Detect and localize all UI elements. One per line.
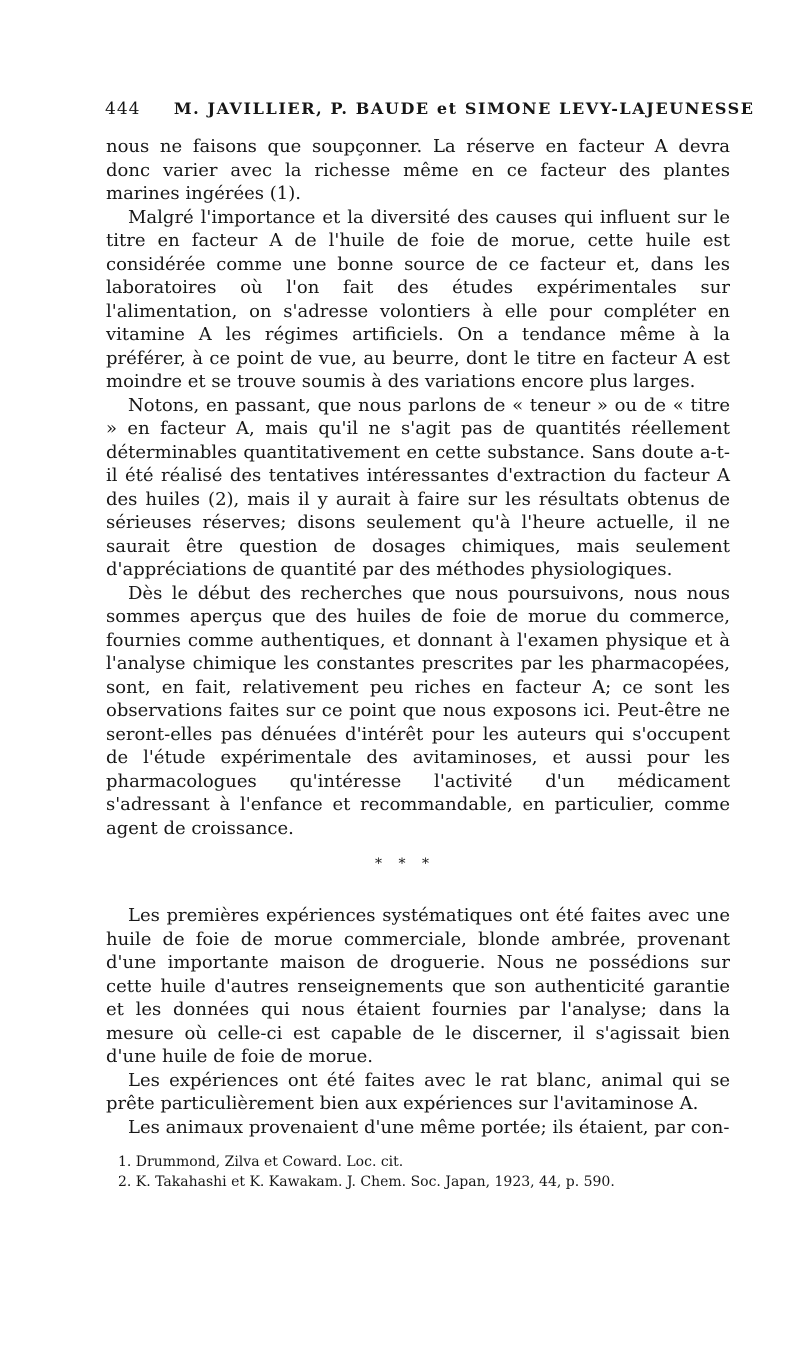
page-number: 444 bbox=[105, 99, 141, 119]
paragraph: Les expériences ont été faites avec le rat blanc, animal qui se prête particulièrement bien aux expériences sur l'avitaminose A. bbox=[106, 1069, 730, 1114]
paragraph: Les premières expériences systématiques ont été faites avec une huile de foie de morue commerciale, blonde ambrée, provenant d'une importante maison de droguerie. Nous ne possédions sur cette huile d'autres renseignements que son authenticité garantie et les données qui nous étaient fournies par l'analyse; dans la mesure où celle-ci est capable de le discerner, il s'agissait bien d'une huile de foie de morue. bbox=[106, 905, 730, 1067]
section-separator: * * * bbox=[375, 856, 435, 872]
footnote: 2. K. Takahashi et K. Kawakam. J. Chem. Soc. Japan, 1923, 44, p. 590. bbox=[118, 1174, 615, 1190]
running-header bbox=[105, 98, 755, 120]
footnote: 1. Drummond, Zilva et Coward. Loc. cit. bbox=[118, 1154, 404, 1170]
body-text-bottom bbox=[106, 904, 730, 1139]
paragraph: Les animaux provenaient d'une même portée; ils étaient, par con- bbox=[128, 1116, 730, 1138]
footnotes bbox=[118, 1152, 718, 1192]
paragraph: Dès le début des recherches que nous poursuivons, nous nous sommes aperçus que des huiles de foie de morue du commerce, fournies comme authentiques, et donnant à l'examen physique et à l'analyse chimique les constantes prescrites par les pharmacopées, sont, en fait, relativement peu riches en facteur A; ce sont les observations faites sur ce point que nous exposons ici. Peut-être ne seront-elles pas dénuées d'intérêt pour les auteurs qui s'occupent de l'étude expérimentale des avitaminoses, et aussi pour les pharmacologues qu'intéresse l'activité d'un médicament s'adressant à l'enfance et recommandable, en particulier, comme agent de croissance. bbox=[106, 582, 730, 839]
authors-line: M. JAVILLIER, P. BAUDE et SIMONE LEVY-LAJEUNESSE bbox=[173, 99, 755, 118]
paragraph: nous ne faisons que soupçonner. La réserve en facteur A devra donc varier avec la richesse même en ce facteur des plantes marines ingérées (1). bbox=[106, 136, 730, 204]
body-text-top bbox=[106, 135, 730, 840]
paragraph: Malgré l'importance et la diversité des causes qui influent sur le titre en facteur A de l'huile de foie de morue, cette huile est considérée comme une bonne source de ce facteur et, dans les laboratoires où l'on fait des études expérimentales sur l'alimentation, on s'adresse volontiers à elle pour compléter en vitamine A les régimes artificiels. On a tendance même à la préférer, à ce point de vue, au beurre, dont le titre en facteur A est moindre et se trouve soumis à des variations encore plus larges. bbox=[106, 206, 730, 392]
paragraph: Notons, en passant, que nous parlons de « teneur » ou de « titre » en facteur A, mais qu'il ne s'agit pas de quantités réellement déterminables quantitativement en cette substance. Sans doute a-t-il été réalisé des tentatives intéressantes d'extraction du facteur A des huiles (2), mais il y aurait à faire sur les résultats obtenus de sérieuses réserves; disons seulement qu'à l'heure actuelle, il ne saurait être question de dosages chimiques, mais seulement d'appréciations de quantité par des méthodes physiologiques. bbox=[106, 394, 730, 580]
